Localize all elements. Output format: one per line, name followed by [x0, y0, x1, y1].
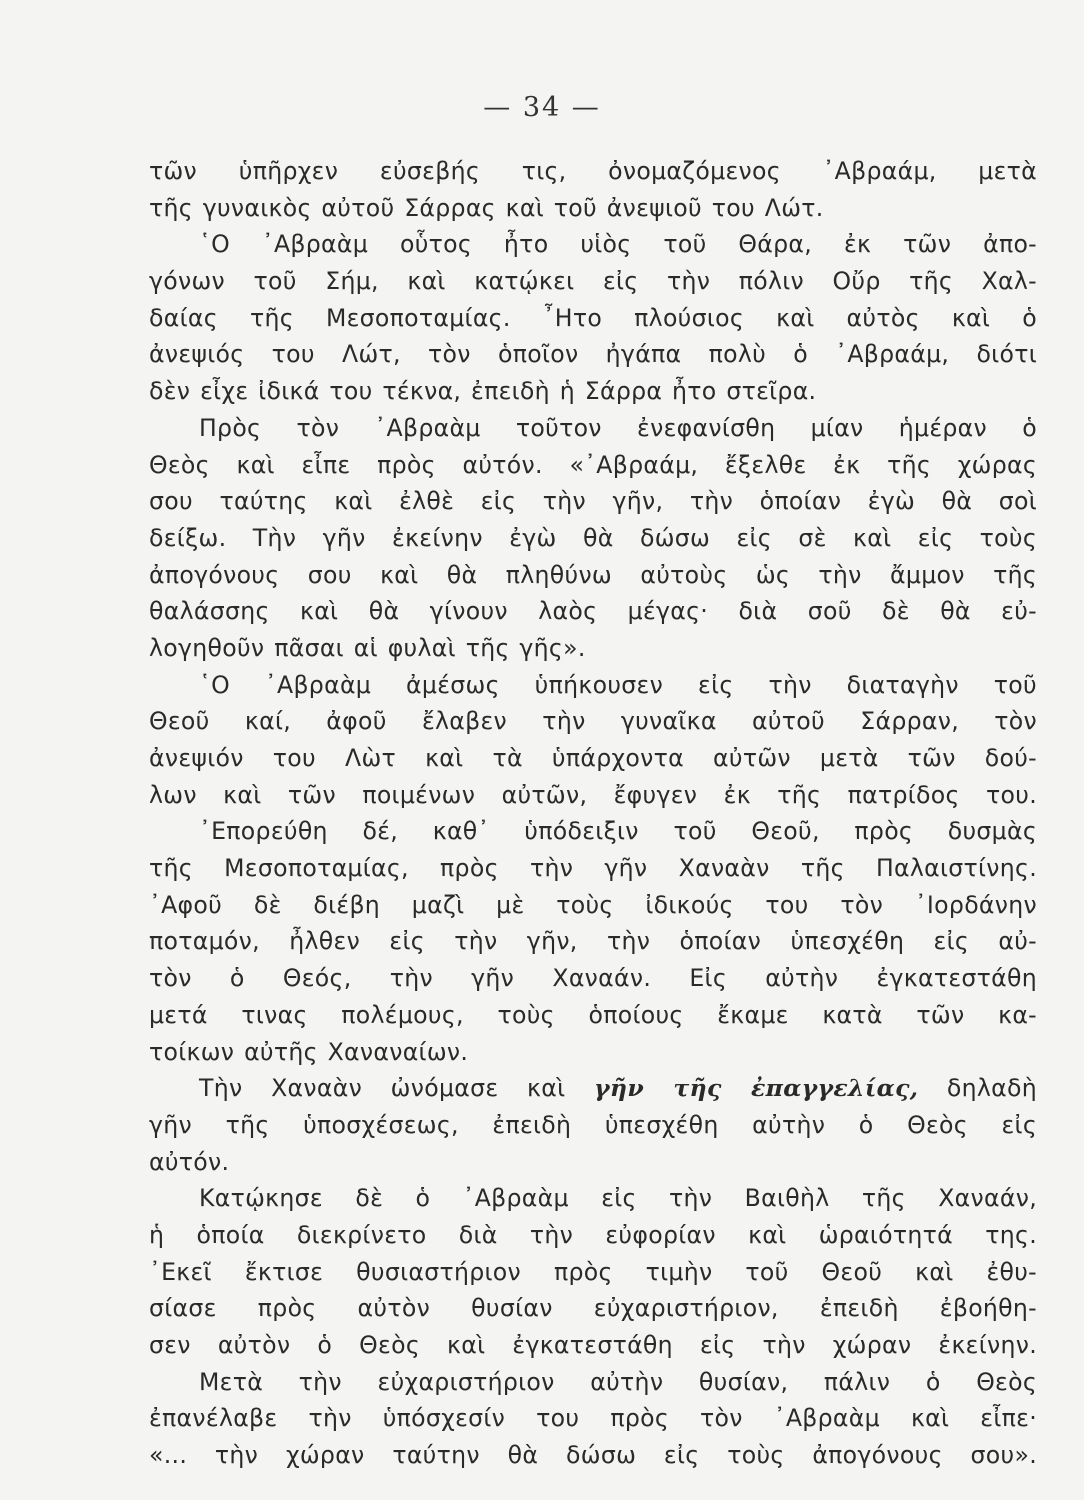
- body-text: [149, 153, 1037, 1474]
- text-line: ἀπογόνους σου καὶ θὰ πληθύνω αὐτοὺς ὡς τὴν ἄμμον τῆς: [149, 560, 1037, 589]
- text-line: ᾿Εκεῖ ἔκτισε θυσιαστήριον πρὸς τιμὴν τοῦ Θεοῦ καὶ ἐθυ-: [149, 1257, 1037, 1286]
- text-line: μετά τινας πολέμους, τοὺς ὁποίους ἔκαμε κατὰ τῶν κα-: [149, 1000, 1037, 1029]
- text-line: σίασε πρὸς αὐτὸν θυσίαν εὐχαριστήριον, ἐπειδὴ ἐβοήθη-: [149, 1294, 1037, 1323]
- text-segment: Τὴν Χαναὰν ὠνόμασε καὶ: [199, 1074, 595, 1103]
- text-segment: δηλαδὴ: [918, 1074, 1037, 1103]
- text-line: γόνων τοῦ Σήμ, καὶ κατῴκει εἰς τὴν πόλιν Οὔρ τῆς Χαλ-: [149, 267, 1037, 296]
- text-line: αὐτόν.: [149, 1147, 230, 1176]
- text-line: Κατῴκησε δὲ ὁ ᾿Αβραὰμ εἰς τὴν Βαιθὴλ τῆς Χαναάν,: [199, 1184, 1037, 1213]
- text-line: ἡ ὁποία διεκρίνετο διὰ τὴν εὐφορίαν καὶ ὡραιότητά της.: [149, 1220, 1037, 1249]
- text-line: [149, 1070, 1037, 1107]
- text-line: Θεοῦ καί, ἀφοῦ ἔλαβεν τὴν γυναῖκα αὐτοῦ Σάρραν, τὸν: [149, 707, 1037, 736]
- text-line: δὲν εἶχε ἰδικά του τέκνα, ἐπειδὴ ἡ Σάρρα ἦτο στεῖρα.: [149, 377, 817, 406]
- text-line: ἀνεψιός του Λώτ, τὸν ὁποῖον ἠγάπα πολὺ ὁ ᾿Αβραάμ, διότι: [149, 340, 1037, 369]
- text-line: λων καὶ τῶν ποιμένων αὐτῶν, ἔφυγεν ἐκ τῆς πατρίδος του.: [149, 780, 1037, 809]
- page-number: — 34 —: [483, 92, 601, 123]
- text-line: σου ταύτης καὶ ἐλθὲ εἰς τὴν γῆν, τὴν ὁποίαν ἐγὼ θὰ σοὶ: [149, 487, 1037, 516]
- text-line: ῾Ο ᾿Αβραὰμ ἀμέσως ὑπήκουσεν εἰς τὴν διαταγὴν τοῦ: [199, 670, 1037, 699]
- text-line: Μετὰ τὴν εὐχαριστήριον αὐτὴν θυσίαν, πάλιν ὁ Θεὸς: [199, 1367, 1037, 1396]
- text-line: γῆν τῆς ὑποσχέσεως, ἐπειδὴ ὑπεσχέθη αὐτὴν ὁ Θεὸς εἰς: [149, 1110, 1037, 1139]
- text-line: δείξω. Τὴν γῆν ἐκείνην ἐγὼ θὰ δώσω εἰς σὲ καὶ εἰς τοὺς: [149, 523, 1037, 552]
- text-line: λογηθοῦν πᾶσαι αἱ φυλαὶ τῆς γῆς».: [149, 633, 586, 662]
- text-line: «... τὴν χώραν ταύτην θὰ δώσω εἰς τοὺς ἀπογόνους σου».: [149, 1441, 1037, 1470]
- text-line: ἐπανέλαβε τὴν ὑπόσχεσίν του πρὸς τὸν ᾿Αβραὰμ καὶ εἶπε·: [149, 1404, 1037, 1433]
- text-line: ᾿Επορεύθη δέ, καθ᾿ ὑπόδειξιν τοῦ Θεοῦ, πρὸς δυσμὰς: [199, 817, 1037, 846]
- text-line: τῆς γυναικὸς αὐτοῦ Σάρρας καὶ τοῦ ἀνεψιοῦ του Λώτ.: [149, 193, 824, 222]
- emphasized-phrase: γῆν τῆς ἐπαγγελίας,: [594, 1074, 919, 1103]
- text-line: τῆς Μεσοποταμίας, πρὸς τὴν γῆν Χαναὰν τῆς Παλαιστίνης.: [149, 854, 1037, 883]
- text-line: σεν αὐτὸν ὁ Θεὸς καὶ ἐγκατεστάθη εἰς τὴν χώραν ἐκείνην.: [149, 1331, 1037, 1359]
- text-line: θαλάσσης καὶ θὰ γίνουν λαὸς μέγας· διὰ σοῦ δὲ θὰ εὐ-: [149, 597, 1037, 626]
- text-line: ᾿Αφοῦ δὲ διέβη μαζὶ μὲ τοὺς ἰδικούς του τὸν ᾿Ιορδάνην: [149, 890, 1037, 919]
- text-line: ἀνεψιόν του Λὼτ καὶ τὰ ὑπάρχοντα αὐτῶν μετὰ τῶν δού-: [149, 744, 1037, 772]
- text-line: ποταμόν, ἦλθεν εἰς τὴν γῆν, τὴν ὁποίαν ὑπεσχέθη εἰς αὐ-: [149, 927, 1037, 956]
- text-line: ῾Ο ᾿Αβραὰμ οὗτος ἦτο υἱὸς τοῦ Θάρα, ἐκ τῶν ἀπο-: [199, 230, 1037, 259]
- text-line: τοίκων αὐτῆς Χαναναίων.: [149, 1037, 469, 1066]
- text-line: τὸν ὁ Θεός, τὴν γῆν Χαναάν. Εἰς αὐτὴν ἐγκατεστάθη: [149, 964, 1037, 993]
- text-line: Πρὸς τὸν ᾿Αβραὰμ τοῦτον ἐνεφανίσθη μίαν ἡμέραν ὁ: [199, 413, 1037, 442]
- text-line: Θεὸς καὶ εἶπε πρὸς αὐτόν. «᾿Αβραάμ, ἔξελθε ἐκ τῆς χώρας: [149, 450, 1037, 479]
- text-line: δαίας τῆς Μεσοποταμίας. ῏Ητο πλούσιος καὶ αὐτὸς καὶ ὁ: [149, 303, 1037, 332]
- text-line: τῶν ὑπῆρχεν εὐσεβής τις, ὀνομαζόμενος ᾿Αβραάμ, μετὰ: [149, 157, 1037, 185]
